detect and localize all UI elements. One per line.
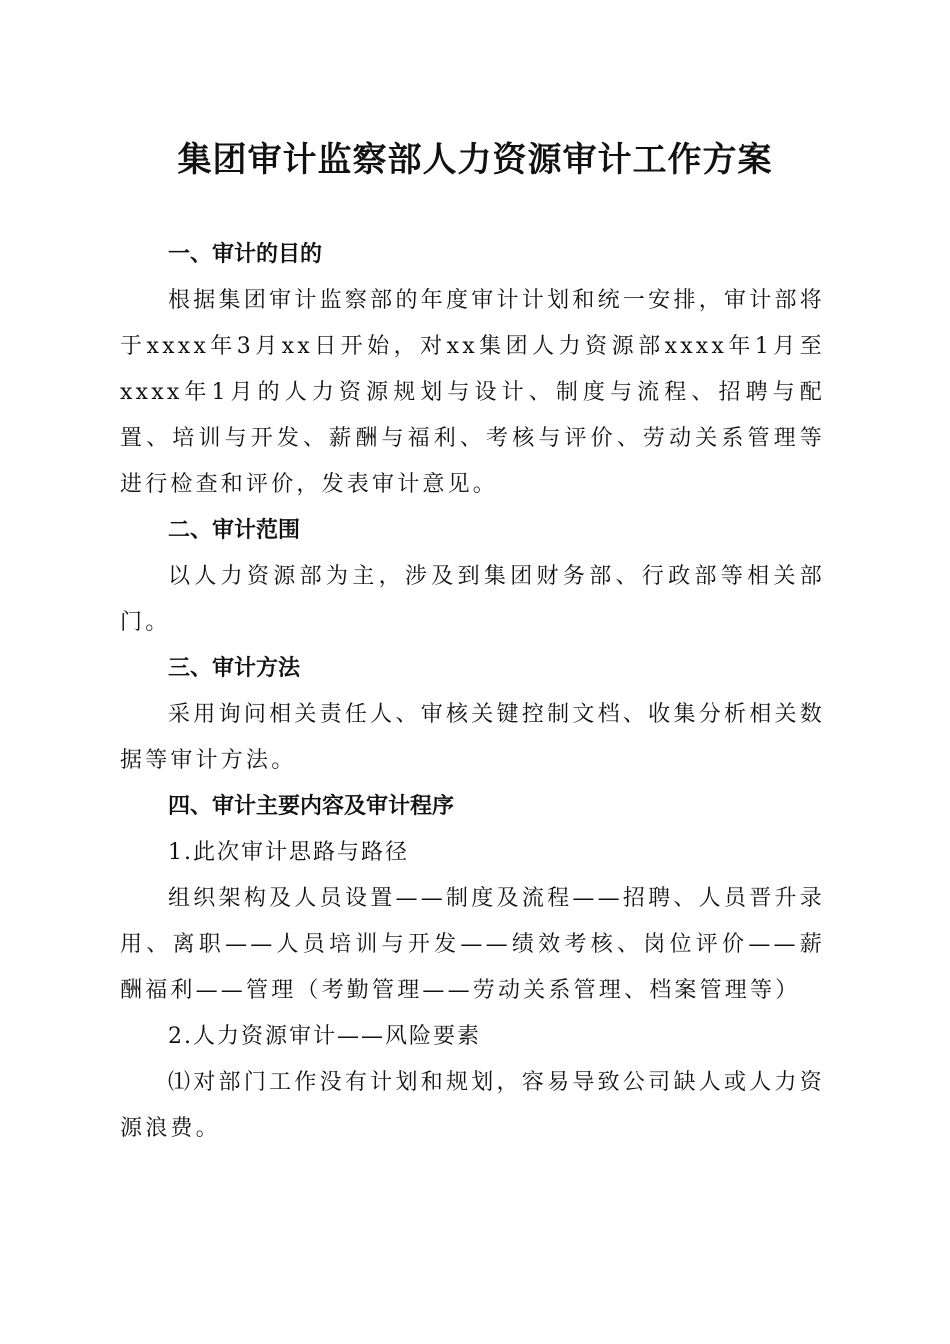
document-title: 集团审计监察部人力资源审计工作方案 bbox=[177, 140, 773, 180]
section-heading: 三、审计方法 bbox=[168, 656, 301, 681]
paragraph: 采用询问相关责任人、审核关键控制文档、收集分析相关数据等审计方法。 bbox=[120, 702, 825, 773]
paragraph: 以人力资源部为主，涉及到集团财务部、行政部等相关部门。 bbox=[120, 564, 825, 635]
section-scope bbox=[120, 508, 825, 646]
section-heading: 一、审计的目的 bbox=[168, 242, 323, 267]
paragraph: 根据集团审计监察部的年度审计计划和统一安排，审计部将于xxxx年3月xx日开始，对xx集团人力资源部xxxx年1月至xxxx年1月的人力资源规划与设计、制度与流程、招聘与配置、培训与开发、薪酬与福利、考核与评价、劳动关系管理等进行检查和评价，发表审计意见。 bbox=[120, 288, 825, 497]
section-content-procedure bbox=[120, 784, 825, 1152]
section-purpose bbox=[120, 232, 825, 508]
paragraph: 组织架构及人员设置——制度及流程——招聘、人员晋升录用、离职——人员培训与开发——绩效考核、岗位评价——薪酬福利——管理（考勤管理——劳动关系管理、档案管理等） bbox=[120, 886, 825, 1003]
section-heading: 二、审计范围 bbox=[168, 518, 301, 543]
document-body bbox=[120, 232, 825, 1152]
section-heading: 四、审计主要内容及审计程序 bbox=[168, 794, 455, 819]
paragraph: ⑴对部门工作没有计划和规划，容易导致公司缺人或人力资源浪费。 bbox=[120, 1070, 825, 1141]
subheading: 2.人力资源审计——风险要素 bbox=[168, 1024, 481, 1049]
section-method bbox=[120, 646, 825, 784]
subheading: 1.此次审计思路与路径 bbox=[168, 840, 409, 865]
